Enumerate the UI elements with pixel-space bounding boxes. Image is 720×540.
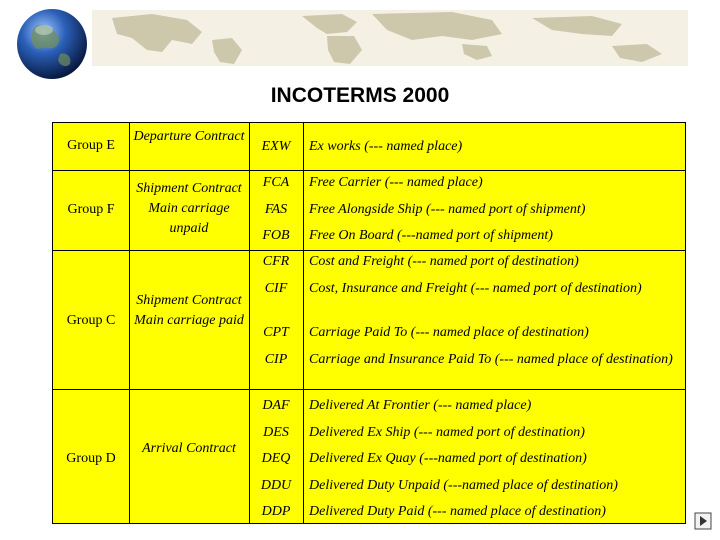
term-description: Delivered At Frontier (--- named place) (309, 398, 532, 413)
term-code: FAS (264, 202, 288, 217)
term-code: DAF (262, 398, 290, 413)
term-code: FOB (262, 228, 290, 243)
term-code: DEQ (261, 451, 291, 466)
term-code: DDU (260, 478, 292, 493)
row-divider (53, 250, 685, 251)
term-code: CIP (264, 352, 288, 367)
contract-category: Shipment Contract Main carriage unpaid (136, 181, 242, 236)
row-divider (53, 170, 685, 171)
term-code: CIF (264, 281, 288, 296)
slide-nav-icon[interactable] (694, 512, 712, 530)
term-description: Free Alongside Ship (--- named port of shipment) (309, 202, 586, 217)
group-label: Group C (66, 313, 116, 328)
term-description: Delivered Duty Unpaid (---named place of destination) (309, 478, 618, 493)
group-label: Group E (67, 138, 115, 153)
term-code: FCA (262, 175, 290, 190)
term-description: Cost, Insurance and Freight (--- named port of destination) (309, 281, 642, 296)
page-title: INCOTERMS 2000 (270, 84, 450, 107)
globe-icon (14, 6, 90, 82)
header-banner (0, 0, 720, 76)
term-description: Cost and Freight (--- named port of destination) (309, 254, 579, 269)
world-map-icon (92, 10, 688, 66)
term-code: CFR (262, 254, 290, 269)
term-code: CPT (263, 325, 289, 340)
row-divider (53, 389, 685, 390)
incoterms-table (52, 122, 686, 524)
group-label: Group F (67, 202, 115, 217)
term-description: Carriage Paid To (--- named place of destination) (309, 325, 589, 340)
term-description: Delivered Duty Paid (--- named place of destination) (309, 504, 606, 519)
term-description: Free On Board (---named port of shipment) (309, 228, 553, 243)
world-map-banner (92, 10, 688, 66)
term-code: EXW (261, 139, 291, 154)
contract-category: Shipment Contract Main carriage paid (134, 293, 244, 328)
contract-category: Departure Contract (133, 129, 245, 144)
term-description: Delivered Ex Quay (---named port of destination) (309, 451, 587, 466)
term-description: Carriage and Insurance Paid To (--- named place of destination) (309, 352, 673, 367)
term-description: Delivered Ex Ship (--- named port of destination) (309, 425, 585, 440)
column-divider (303, 123, 304, 523)
term-code: DDP (261, 504, 291, 519)
term-description: Free Carrier (--- named place) (309, 175, 483, 190)
contract-category: Arrival Contract (142, 441, 236, 456)
term-description: Ex works (--- named place) (309, 139, 463, 154)
term-code: DES (263, 425, 289, 440)
group-label: Group D (66, 451, 116, 466)
